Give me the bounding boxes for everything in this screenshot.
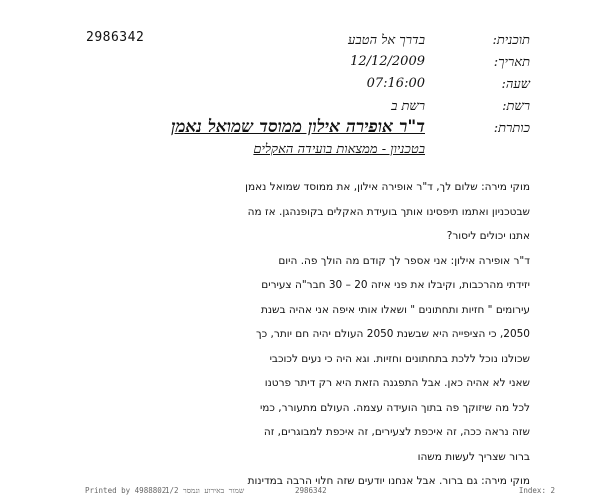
meta-date xyxy=(180,54,530,72)
meta-network-value: רשת ב xyxy=(391,99,425,114)
meta-title xyxy=(171,117,530,166)
title-line-1: ד"ר אופירה אילון ממוסד שמואל נאמן xyxy=(171,117,425,137)
body-line: יזידתי מהרכבות, וקיבלו את פני איזה 20 – 30 חבר"ה צעירים xyxy=(261,279,530,291)
meta-time xyxy=(180,76,530,94)
body-line: לכל מה שיזוקך פה בתוך הועידה עצמה. העולם מתעורר, כמי xyxy=(259,401,530,414)
meta-time-value: 07:16:00 xyxy=(366,76,425,91)
meta-program xyxy=(180,32,530,50)
body-line: שכולנו נוכל ללכת בתחתונים וחזיות. וגא היה כי נעים לכוכבי xyxy=(269,352,530,365)
transcript-body xyxy=(68,175,530,494)
meta-program-label: תוכנית: xyxy=(492,33,530,48)
body-line: שבטכניון ואתמו תיפסינו אותך בועידת האקלים בקופנהגן. אז מה xyxy=(247,205,530,218)
footer-index: Index: 2 xyxy=(518,486,555,495)
page-footer xyxy=(85,486,555,500)
meta-title-label: כותרת: xyxy=(493,121,530,136)
body-line: עירומים " חזיות ותחתונים " ושאלו אותי איפה אני אהיה בשנת xyxy=(260,303,530,316)
document-id: 2986342 xyxy=(86,30,145,45)
footer-code: 2986342 xyxy=(295,486,327,495)
body-line: מוקי מירה: שלום לך, ד"ר אופירה אילון, את ממוסד שמואל נאמן xyxy=(245,181,530,193)
body-line: מוקי מירה: גם ברור. אבל אנחנו יודעים שזה חלוי הרבה במדינות xyxy=(247,475,530,487)
meta-network-label: רשת: xyxy=(502,99,530,114)
body-line: שאני לא אהיה כאן. אבל התפגנה הזאת היא רק דיתר פרטנו xyxy=(264,377,530,389)
footer-rtl-text: שמור באירוע ונמסר 1/2 xyxy=(165,486,245,495)
footer-printed: Printed by 4988802 xyxy=(85,486,167,495)
body-line: שזה נראה ככה, זה איכפת לצעירים, זה איכפת למבוגרים, זה xyxy=(263,426,530,438)
meta-date-value: 12/12/2009 xyxy=(350,54,425,69)
meta-time-label: שעה: xyxy=(501,77,530,92)
body-line: ברור שצריך לעשות משהו xyxy=(417,450,530,463)
meta-program-value: בדרך אל הטבע xyxy=(348,33,425,48)
body-line: 2050, כי הציפייה היא שבשנת 2050 העולם יהיה חם יותר, כך xyxy=(256,328,530,340)
body-line: אתנו יכולים ליסור? xyxy=(446,230,530,242)
meta-network xyxy=(180,98,530,116)
body-line: ד"ר אופירה אילון: אני אספר לך קודם מה הולך פה. היום xyxy=(278,254,530,267)
meta-date-label: תאריך: xyxy=(493,55,530,70)
title-line-2: בטכניון - ממצאות בועידה האקלים xyxy=(253,142,425,157)
